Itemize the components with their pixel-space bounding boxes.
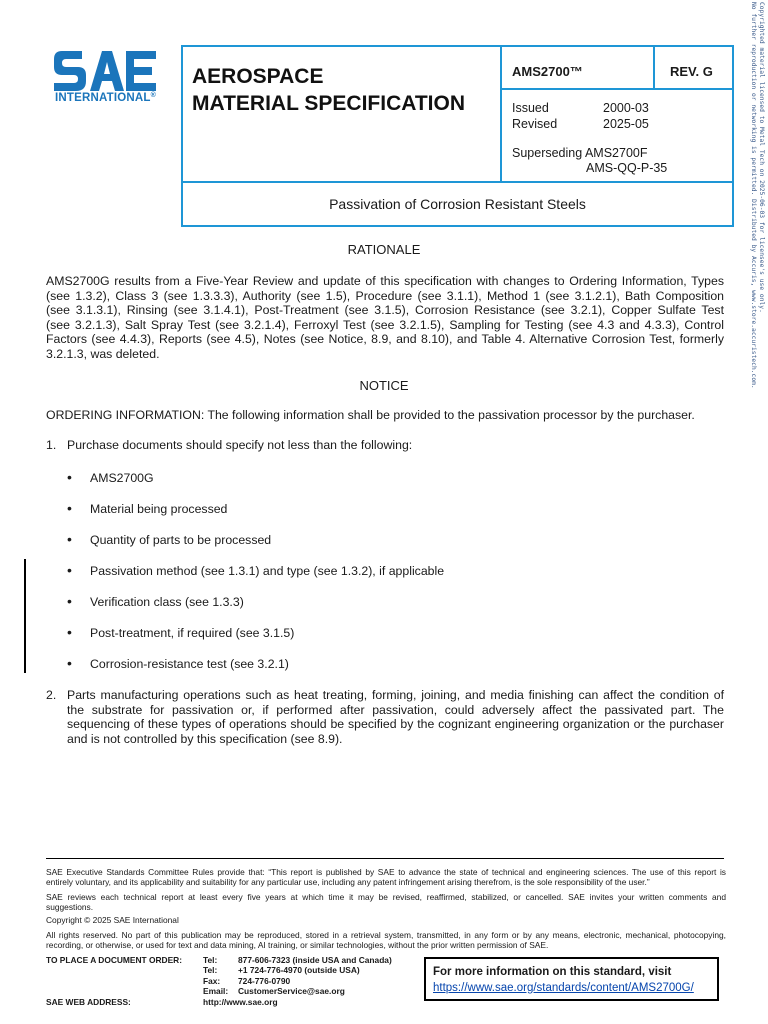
document-number: AMS2700™ [512,64,583,79]
list-item-text: Parts manufacturing operations such as heat treating, forming, joining, and media finishing can affect the condition of the substrate for passivation or, if performed after passivation, could adversely affect the passivated part. The sequencing of these types of operations should be specified by the cognizant engineering organization or the purchaser and is not controlled by this specification (see 8.9). [67,688,724,746]
web-address: http://www.sae.org [203,997,278,1007]
document-type-title: AEROSPACE MATERIAL SPECIFICATION [192,65,465,115]
list-number: 1. [46,438,57,452]
ordering-information: ORDERING INFORMATION: The following information shall be provided to the passivation processor by the purchaser. [46,408,695,422]
copyright-watermark: Copyrighted material licensed to Metal Tech on 2025-06-03 for licensee's use only. No further reproduction or networking is permitted. Distributed by Accuris, www.store.accuristech.com. [750,2,765,389]
bullet-icon: • [67,500,72,516]
list-number: 2. [46,688,57,702]
change-bar [24,559,26,673]
bullet-icon: • [67,531,72,547]
revised-label: Revised [512,117,558,131]
rationale-heading: RATIONALE [347,242,421,257]
bullet-icon: • [67,593,72,609]
footer-rights-text: All rights reserved. No part of this publication may be reproduced, stored in a retrieval system, transmitted, in any form or by any means, electronic, mechanical, photocopying, recording, or otherwise, or used for text and data mining, AI training, or similar technologies, without the prior written permission of SAE. [46,930,726,951]
contact-value: 724-776-0790 [238,976,291,986]
contact-email: CustomerService@sae.org [238,986,345,996]
info-box-title: For more information on this standard, visit [433,966,672,978]
order-label: TO PLACE A DOCUMENT ORDER: [46,955,183,965]
logo-wordmark: INTERNATIONAL® [55,92,157,104]
superseding-label: Superseding AMS2700F [512,146,648,160]
bullet-item: Passivation method (see 1.3.1) and type (see 1.3.2), if applicable [90,564,445,578]
bullet-item: Corrosion-resistance test (see 3.2.1) [90,657,289,671]
contact-label: Tel: [203,955,218,965]
notice-heading: NOTICE [359,378,409,393]
list-item-text: Purchase documents should specify not less than the following: [67,438,413,452]
header-divider [500,45,502,182]
revision-label: REV. G [670,64,713,79]
issued-label: Issued [512,101,549,115]
rationale-paragraph: AMS2700G results from a Five-Year Review and update of this specification with changes to Ordering Information, Types (see 1.3.2), Class 3 (see 1.3.3.3), Authority (see 1.5), Procedure (see 3.1.1), Method 1 (see 3.1.2.1), Bath Composition (see 3.1.3.1), Rinsing (see 3.1.4.1), Post-Treatment (see 3.1.5), Corrosion Resistance (see 3.2.1), Copper Sulfate Test (see 3.2.1.3), Salt Spray Test (see 3.2.1.4), Ferroxyl Test (see 3.2.1.5), Sampling for Testing (see 4.3 and 4.3.3), Control Factors (see 4.4.3), Reports (see 4.5), Notes (see Notice, 8.9, and 8.10), and Table 4. Alternative Corrosion Test, formerly 3.2.1.3, was deleted. [46,274,724,361]
bullet-icon: • [67,655,72,671]
standard-link[interactable]: https://www.sae.org/standards/content/AMS2700G/ [433,982,694,994]
contact-label: Fax: [203,976,221,986]
web-label: SAE WEB ADDRESS: [46,997,131,1007]
bullet-item: Post-treatment, if required (see 3.1.5) [90,626,295,640]
contact-value: +1 724-776-4970 (outside USA) [238,965,360,975]
footer-copyright: Copyright © 2025 SAE International [46,915,179,925]
contact-value: 877-606-7323 (inside USA and Canada) [238,955,392,965]
footer-rules-text: SAE Executive Standards Committee Rules provide that: “This report is published by SAE to advance the state of technical and engineering sciences. The use of this report is entirely voluntary, and its applicability and suitability for any particular use, including any patent infringement arising therefrom, is the sole responsibility of the user.” [46,867,726,888]
bullet-icon: • [67,469,72,485]
bullet-item: Verification class (see 1.3.3) [90,595,244,609]
document-subtitle: Passivation of Corrosion Resistant Steels [329,196,586,212]
revised-date: 2025-05 [603,117,649,131]
info-box [424,957,719,1001]
bullet-item: AMS2700G [90,471,154,485]
contact-label: Email: [203,986,229,996]
footer-divider [46,858,724,859]
bullet-item: Quantity of parts to be processed [90,533,272,547]
bullet-item: Material being processed [90,502,228,516]
header-divider [500,88,734,90]
header-divider [181,181,734,183]
sae-logo [52,45,160,115]
footer-review-text: SAE reviews each technical report at least every five years at which time it may be revised, reaffirmed, stabilized, or cancelled. SAE invites your written comments and suggestions. [46,892,726,913]
bullet-icon: • [67,624,72,640]
contact-label: Tel: [203,965,218,975]
header-divider [653,45,655,89]
superseding-value: AMS-QQ-P-35 [586,161,668,175]
bullet-icon: • [67,562,72,578]
issued-date: 2000-03 [603,101,649,115]
